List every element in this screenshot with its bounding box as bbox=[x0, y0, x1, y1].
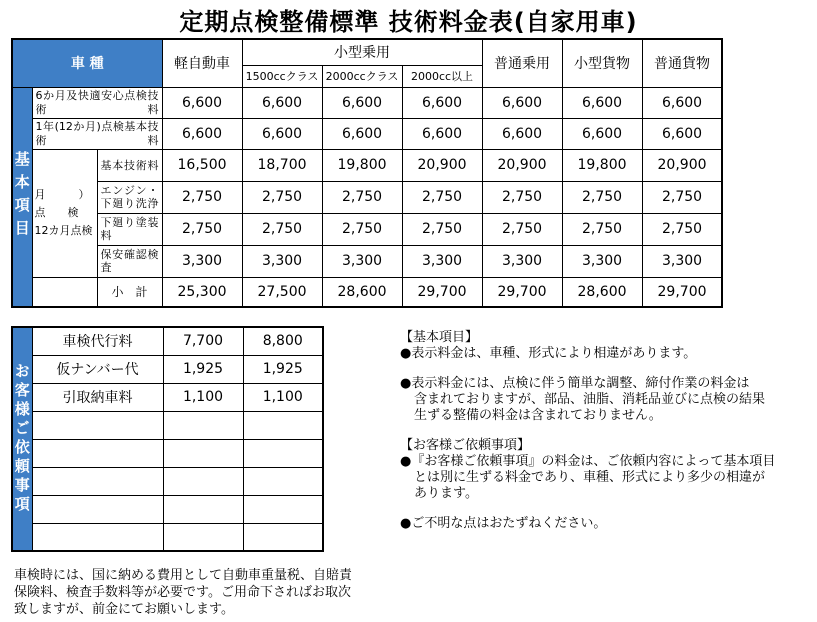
empty-cell bbox=[243, 411, 323, 439]
header-2000cc-plus: 2000cc以上 bbox=[402, 65, 482, 87]
cell-value: 2,750 bbox=[562, 181, 642, 213]
subtotal-label: 小 計 bbox=[97, 277, 162, 307]
cell-value: 6,600 bbox=[482, 87, 562, 118]
subtotal-value: 28,600 bbox=[322, 277, 402, 307]
subtotal-blank bbox=[32, 277, 97, 307]
footer-line: 車検時には、国に納める費用として自動車重量税、自賠責 bbox=[14, 568, 353, 583]
cell-value: 18,700 bbox=[242, 149, 322, 181]
request-label: 仮ナンバー代 bbox=[32, 355, 163, 383]
side-label-basic: 基本項目 bbox=[12, 87, 32, 307]
cell-value: 19,800 bbox=[322, 149, 402, 181]
notes-heading-request: 【お客様ご依頼事項】 bbox=[400, 438, 531, 453]
cell-value: 3,300 bbox=[162, 245, 242, 277]
cell-value: 2,750 bbox=[242, 213, 322, 245]
side-label-request: お客様ご依頼事項 bbox=[12, 327, 32, 551]
header-small-passenger: 小型乗用 bbox=[242, 39, 482, 65]
row-label: 下廻り塗装料 bbox=[97, 213, 162, 245]
note-text: 含まれておりますが、部品、油脂、消耗品並びに点検の結果 bbox=[414, 392, 766, 407]
cell-value: 2,750 bbox=[642, 213, 722, 245]
cell-value: 6,600 bbox=[402, 118, 482, 149]
footer-line: 致しますが、前金にてお願いします。 bbox=[14, 602, 234, 617]
footer-line: 保険料、検査手数料等が必要です。ご用命下さればお取次 bbox=[14, 585, 351, 600]
empty-cell bbox=[163, 467, 243, 495]
cell-value: 3,300 bbox=[562, 245, 642, 277]
header-kei: 軽自動車 bbox=[162, 39, 242, 87]
fee-table bbox=[11, 38, 723, 308]
cell-value: 2,750 bbox=[322, 181, 402, 213]
cell-value: 6,600 bbox=[162, 118, 242, 149]
cell-value: 2,750 bbox=[162, 181, 242, 213]
row-label: エンジン・下廻り洗浄 bbox=[97, 181, 162, 213]
group-label-12-month bbox=[32, 149, 97, 277]
empty-cell bbox=[163, 439, 243, 467]
header-2000cc: 2000ccクラス bbox=[322, 65, 402, 87]
subtotal-value: 28,600 bbox=[562, 277, 642, 307]
page-title: 定期点検整備標準 技術料金表(自家用車) bbox=[179, 8, 638, 36]
notes-section bbox=[400, 330, 810, 532]
cell-value: 3,300 bbox=[482, 245, 562, 277]
cell-value: 2,750 bbox=[482, 181, 562, 213]
empty-cell bbox=[32, 411, 163, 439]
empty-cell bbox=[243, 439, 323, 467]
cell-value: 20,900 bbox=[642, 149, 722, 181]
request-value: 8,800 bbox=[243, 327, 323, 355]
cell-value: 6,600 bbox=[242, 87, 322, 118]
empty-cell bbox=[32, 467, 163, 495]
cell-value: 2,750 bbox=[482, 213, 562, 245]
header-standard-passenger: 普通乗用 bbox=[482, 39, 562, 87]
empty-cell bbox=[243, 523, 323, 551]
cell-value: 3,300 bbox=[242, 245, 322, 277]
request-value: 1,925 bbox=[243, 355, 323, 383]
cell-value: 2,750 bbox=[322, 213, 402, 245]
cell-value: 6,600 bbox=[562, 87, 642, 118]
cell-value: 6,600 bbox=[322, 118, 402, 149]
subtotal-value: 29,700 bbox=[402, 277, 482, 307]
cell-value: 2,750 bbox=[562, 213, 642, 245]
row-label: 1年(12か月)点検基本技術料 bbox=[32, 118, 162, 149]
empty-cell bbox=[163, 523, 243, 551]
header-small-cargo: 小型貨物 bbox=[562, 39, 642, 87]
cell-value: 6,600 bbox=[162, 87, 242, 118]
note-text: 生ずる整備の料金は含まれておりません。 bbox=[414, 408, 662, 423]
note-text: ●表示料金には、点検に伴う簡単な調整、締付作業の料金は bbox=[400, 376, 750, 391]
empty-cell bbox=[32, 439, 163, 467]
empty-cell bbox=[163, 495, 243, 523]
request-label: 引取納車料 bbox=[32, 383, 163, 411]
group-label-line: 点 検 bbox=[34, 206, 79, 219]
note-text: ●ご不明な点はおたずねください。 bbox=[400, 516, 607, 531]
cell-value: 2,750 bbox=[402, 181, 482, 213]
note-text: ●表示料金は、車種、形式により相違があります。 bbox=[400, 346, 697, 361]
cell-value: 20,900 bbox=[402, 149, 482, 181]
cell-value: 6,600 bbox=[562, 118, 642, 149]
cell-value: 6,600 bbox=[482, 118, 562, 149]
request-label: 車検代行料 bbox=[32, 327, 163, 355]
empty-cell bbox=[163, 411, 243, 439]
header-standard-cargo: 普通貨物 bbox=[642, 39, 722, 87]
group-label-line: 月 ） bbox=[34, 188, 90, 201]
header-1500cc: 1500ccクラス bbox=[242, 65, 322, 87]
row-label: 6か月及快適安心点検技術料 bbox=[32, 87, 162, 118]
cell-value: 6,600 bbox=[322, 87, 402, 118]
cell-value: 2,750 bbox=[162, 213, 242, 245]
cell-value: 6,600 bbox=[242, 118, 322, 149]
subtotal-value: 29,700 bbox=[482, 277, 562, 307]
cell-value: 2,750 bbox=[242, 181, 322, 213]
cell-value: 3,300 bbox=[322, 245, 402, 277]
row-label: 保安確認検査 bbox=[97, 245, 162, 277]
request-value: 7,700 bbox=[163, 327, 243, 355]
cell-value: 6,600 bbox=[402, 87, 482, 118]
cell-value: 16,500 bbox=[162, 149, 242, 181]
subtotal-value: 27,500 bbox=[242, 277, 322, 307]
subtotal-value: 29,700 bbox=[642, 277, 722, 307]
request-value: 1,100 bbox=[243, 383, 323, 411]
customer-request-table bbox=[11, 326, 324, 552]
cell-value: 6,600 bbox=[642, 118, 722, 149]
cell-value: 2,750 bbox=[642, 181, 722, 213]
empty-cell bbox=[32, 495, 163, 523]
cell-value: 20,900 bbox=[482, 149, 562, 181]
cell-value: 19,800 bbox=[562, 149, 642, 181]
empty-cell bbox=[243, 495, 323, 523]
cell-value: 2,750 bbox=[402, 213, 482, 245]
note-text: ●『お客様ご依頼事項』の料金は、ご依頼内容によって基本項目 bbox=[400, 454, 776, 469]
subtotal-value: 25,300 bbox=[162, 277, 242, 307]
cell-value: 6,600 bbox=[642, 87, 722, 118]
notes-heading-basic: 【基本項目】 bbox=[400, 330, 479, 345]
empty-cell bbox=[243, 467, 323, 495]
group-label-line: 12カ月点検 bbox=[34, 224, 93, 237]
footer-note bbox=[14, 567, 394, 618]
row-label: 基本技術料 bbox=[97, 149, 162, 181]
request-value: 1,925 bbox=[163, 355, 243, 383]
empty-cell bbox=[32, 523, 163, 551]
note-text: とは別に生ずる料金であり、車種、形式により多少の相違が bbox=[414, 470, 766, 485]
header-vehicle-type: 車 種 bbox=[12, 39, 162, 87]
cell-value: 3,300 bbox=[642, 245, 722, 277]
note-text: あります。 bbox=[414, 486, 478, 501]
request-value: 1,100 bbox=[163, 383, 243, 411]
cell-value: 3,300 bbox=[402, 245, 482, 277]
